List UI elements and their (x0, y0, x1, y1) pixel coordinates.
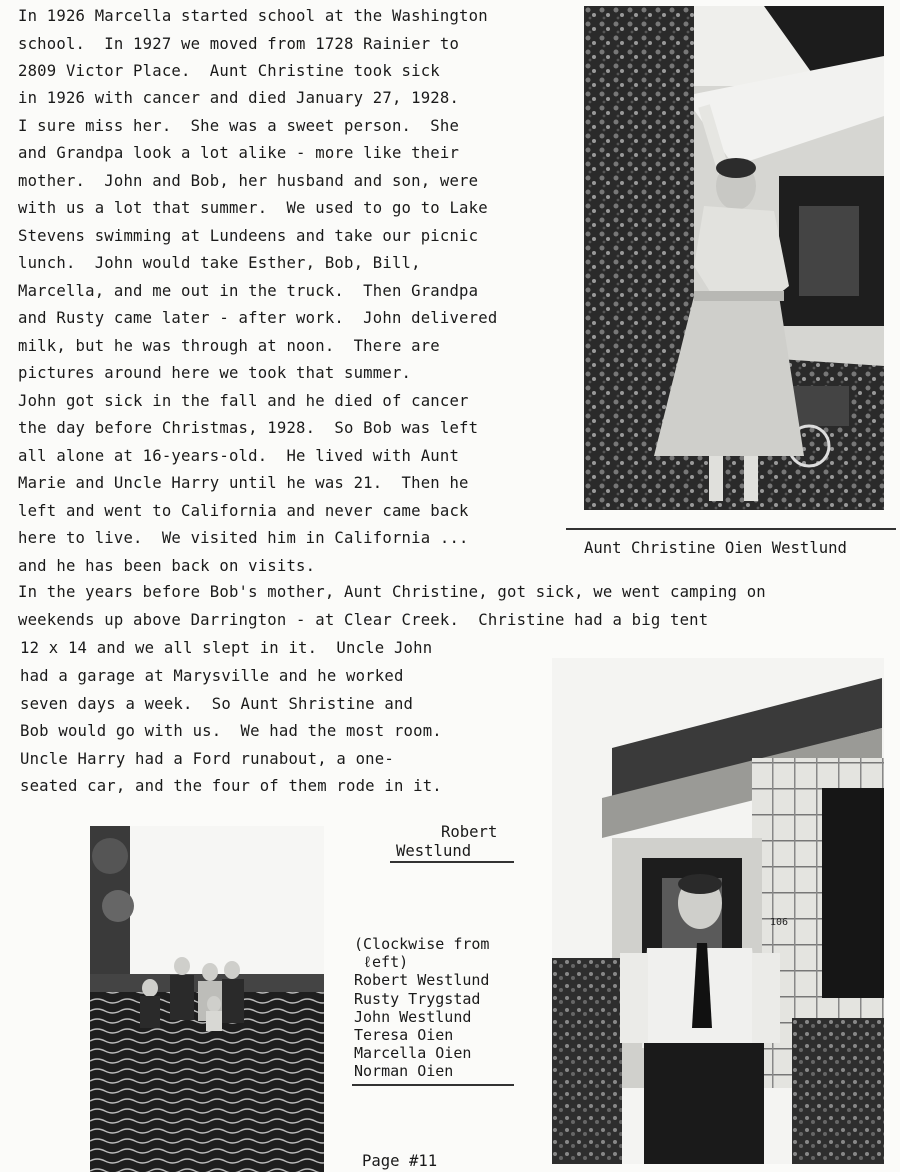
story-line: school. In 1927 we moved from 1728 Rainier to (18, 35, 460, 53)
robert-photo (552, 658, 884, 1164)
story-line: mother. John and Bob, her husband and son, were (18, 172, 479, 190)
robert-caption-line2: Westlund (396, 842, 472, 860)
house-number: 106 (770, 917, 789, 928)
story-line: I sure miss her. She was a sweet person. She (18, 117, 460, 135)
story-line: John got sick in the fall and he died of cancer (18, 392, 469, 410)
story-line: lunch. John would take Esther, Bob, Bill, (18, 254, 421, 272)
group-photo (90, 826, 324, 1172)
story-line: In the years before Bob's mother, Aunt Christine, got sick, we went camping on (18, 583, 766, 601)
group-wading-icon (90, 826, 324, 1172)
story-line: seated car, and the four of them rode in it. (20, 777, 442, 795)
story-line: seven days a week. So Aunt Shristine and (20, 695, 414, 713)
story-line: left and went to California and never came back (18, 502, 469, 520)
man-in-tie-icon (552, 658, 884, 1164)
story-line: Uncle Harry had a Ford runabout, a one- (20, 750, 394, 768)
story-line: Stevens swimming at Lundeens and take our picnic (18, 227, 479, 245)
story-line: milk, but he was through at noon. There are (18, 337, 440, 355)
story-line: Marcella, and me out in the truck. Then Grandpa (18, 282, 479, 300)
story-line: had a garage at Marysville and he worked (20, 667, 404, 685)
group-caption-name: Robert Westlund (354, 971, 490, 990)
story-line: weekends up above Darrington - at Clear Creek. Christine had a big tent (18, 611, 709, 629)
story-line: here to live. We visited him in California ... (18, 529, 469, 547)
story-line: 12 x 14 and we all slept in it. Uncle John (20, 639, 433, 657)
group-caption-name: John Westlund (354, 1007, 472, 1026)
group-caption (354, 935, 489, 1081)
group-caption-name: Rusty Trygstad (354, 989, 481, 1008)
story-line: Marie and Uncle Harry until he was 21. Then he (18, 474, 469, 492)
group-caption-intro: ℓeft) (363, 953, 409, 972)
story-line: and Rusty came later - after work. John delivered (18, 309, 498, 327)
caption-rule (390, 861, 514, 863)
story-line: 2809 Victor Place. Aunt Christine took sick (18, 62, 440, 80)
story-line: In 1926 Marcella started school at the Washington (18, 7, 488, 25)
woman-waving-icon (584, 6, 884, 510)
christine-caption: Aunt Christine Oien Westlund (584, 539, 847, 557)
story-line: all alone at 16-years-old. He lived with Aunt (18, 447, 460, 465)
group-caption-intro: (Clockwise from (354, 935, 490, 953)
story-line: the day before Christmas, 1928. So Bob was left (18, 419, 479, 437)
story-line: pictures around here we took that summer. (18, 364, 412, 382)
caption-rule (566, 528, 896, 530)
group-caption-name: Norman Oien (354, 1062, 454, 1081)
caption-rule (352, 1084, 514, 1086)
group-caption-name: Marcella Oien (354, 1044, 472, 1063)
story-line: in 1926 with cancer and died January 27, 1928. (18, 89, 460, 107)
page-number: Page #11 (362, 1152, 438, 1170)
story-line: Bob would go with us. We had the most room. (20, 722, 442, 740)
story-line: with us a lot that summer. We used to go to Lake (18, 199, 488, 217)
group-caption-name: Teresa Oien (354, 1026, 454, 1045)
story-line: and he has been back on visits. (18, 557, 316, 575)
robert-caption-line1: Robert (441, 823, 498, 841)
christine-photo (584, 6, 884, 510)
story-line: and Grandpa look a lot alike - more like their (18, 144, 460, 162)
